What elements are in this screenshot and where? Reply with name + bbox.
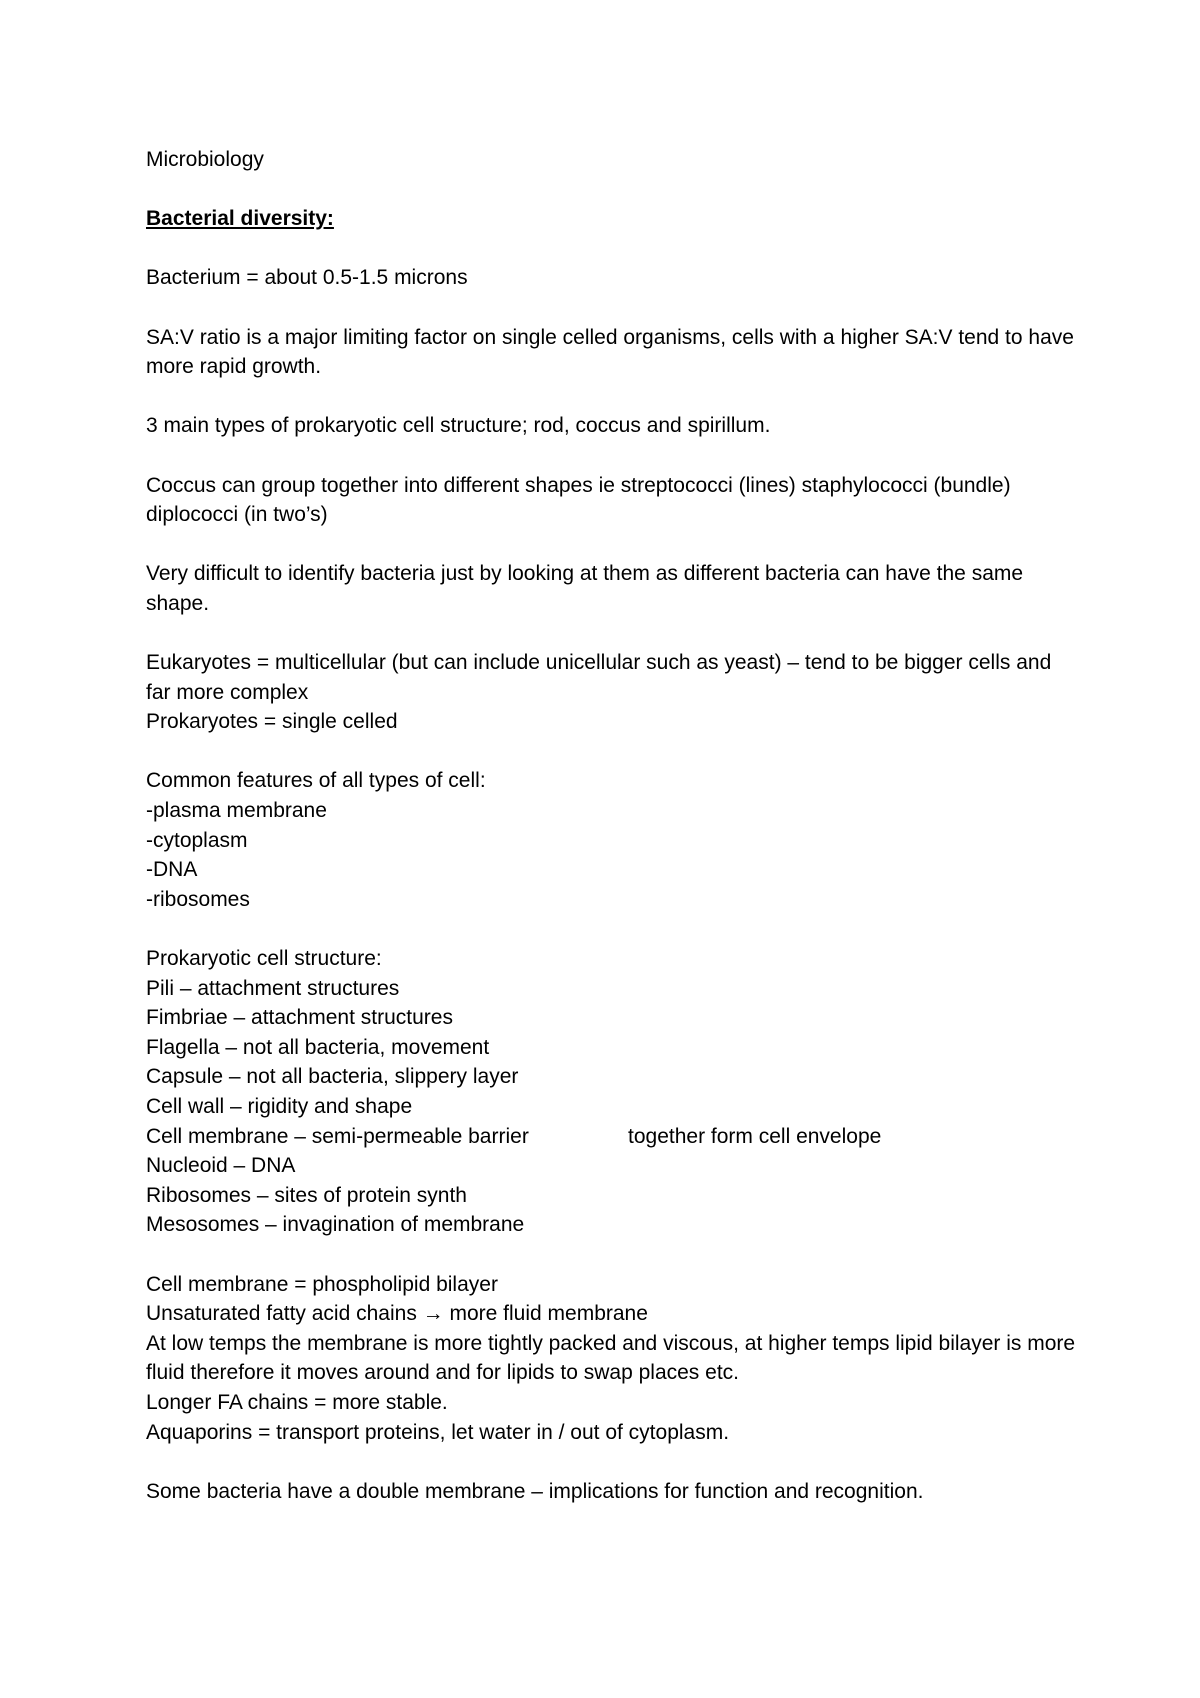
list-item: -cytoplasm (146, 828, 248, 852)
paragraph-sa-v-ratio: SA:V ratio is a major limiting factor on single celled organisms, cells with a higher SA:V tend to have more rapid growth. (146, 325, 1074, 379)
membrane-line: Longer FA chains = more stable. (146, 1390, 448, 1414)
list-item: Cell membrane – semi-permeable barrier (146, 1124, 529, 1148)
cell-envelope-note: together form cell envelope (628, 1124, 882, 1148)
paragraph-identification: Very difficult to identify bacteria just by looking at them as different bacteria can have the same shape. (146, 562, 1024, 615)
document-body (146, 145, 1076, 1536)
prokaryotic-structure-block (146, 944, 1076, 1240)
membrane-line: Unsaturated fatty acid chains → more fluid membrane (146, 1302, 648, 1326)
membrane-line: At low temps the membrane is more tightly packed and viscous, at higher temps lipid bilayer is more fluid therefore it moves around and for lipids to swap places etc. (146, 1331, 1076, 1385)
list-item: Cell wall – rigidity and shape (146, 1095, 413, 1118)
paragraph-coccus-groups: Coccus can group together into different shapes ie streptococci (lines) staphylococci (bundle) diplococci (in two’s) (146, 473, 1011, 527)
list-item: -plasma membrane (146, 799, 327, 823)
section-heading: Bacterial diversity: (146, 207, 334, 231)
document-title: Microbiology (146, 148, 264, 171)
membrane-line: Cell membrane = phospholipid bilayer (146, 1272, 498, 1296)
list-item: Fimbriae – attachment structures (146, 1006, 453, 1030)
list-item: Nucleoid – DNA (146, 1154, 296, 1178)
list-item: Flagella – not all bacteria, movement (146, 1035, 490, 1059)
membrane-line: Aquaporins = transport proteins, let water in / out of cytoplasm. (146, 1420, 730, 1444)
prokaryotic-structure-heading: Prokaryotic cell structure: (146, 947, 382, 971)
membrane-block (146, 1270, 1076, 1448)
paragraph-prokaryotes: Prokaryotes = single celled (146, 710, 398, 734)
common-features-block (146, 766, 1076, 914)
list-item: Capsule – not all bacteria, slippery layer (146, 1065, 519, 1089)
paragraph-eukaryotes: Eukaryotes = multicellular (but can include unicellular such as yeast) – tend to be bigger cells and far more complex (146, 651, 1052, 704)
paragraph-double-membrane: Some bacteria have a double membrane – implications for function and recognition. (146, 1479, 924, 1503)
list-item: -ribosomes (146, 887, 250, 911)
list-item: Mesosomes – invagination of membrane (146, 1213, 525, 1237)
list-item: -DNA (146, 858, 198, 882)
list-item: Pili – attachment structures (146, 976, 400, 1000)
paragraph-cell-types: 3 main types of prokaryotic cell structure; rod, coccus and spirillum. (146, 414, 771, 438)
list-item: Ribosomes – sites of protein synth (146, 1183, 467, 1207)
common-features-heading: Common features of all types of cell: (146, 769, 486, 793)
cell-membrane-row (146, 1122, 1076, 1152)
paragraph-bacterium-size: Bacterium = about 0.5-1.5 microns (146, 266, 468, 290)
